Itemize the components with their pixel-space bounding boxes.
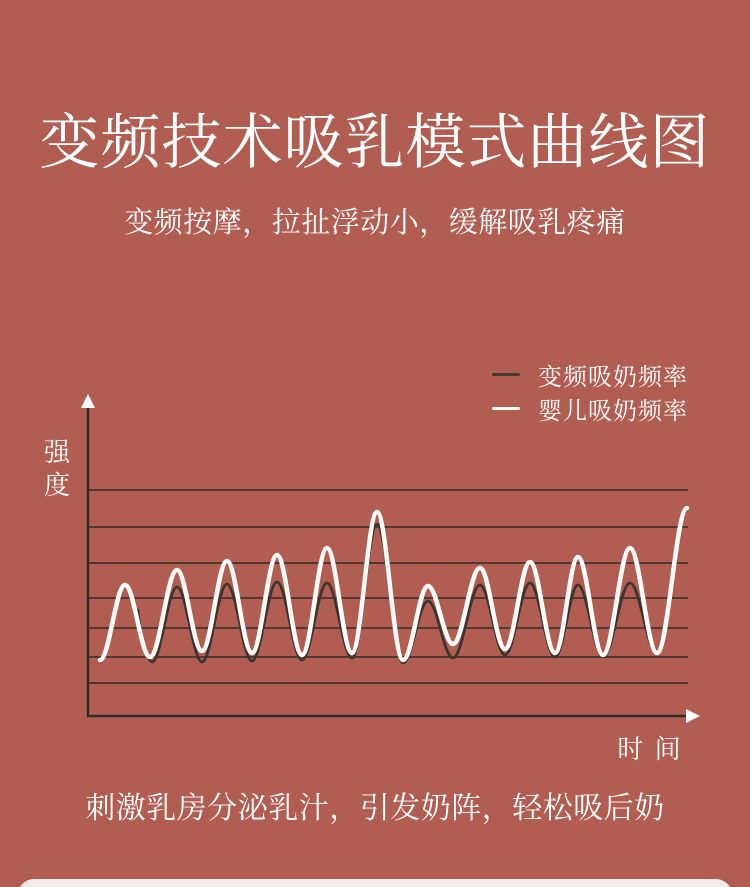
legend-label-baby-frequency: 婴儿吸奶频率 — [538, 398, 688, 425]
legend-item-baby-frequency — [492, 395, 688, 425]
legend-label-pump-frequency: 变频吸奶频率 — [538, 364, 688, 391]
chart-legend — [492, 361, 688, 425]
bottom-card-edge — [18, 879, 732, 887]
page-title: 变频技术吸乳模式曲线图 — [39, 109, 711, 176]
page-subtitle: 变频按摩，拉扯浮动小，缓解吸乳疼痛 — [124, 207, 626, 239]
pump-line-swatch — [492, 373, 520, 376]
x-axis-label: 时 间 — [617, 734, 683, 764]
footer-caption: 刺激乳房分泌乳汁，引发奶阵，轻松吸后奶 — [85, 792, 665, 825]
legend-item-pump-frequency — [492, 361, 688, 391]
y-axis-label: 强度 — [43, 437, 70, 500]
baby-line-swatch — [492, 407, 520, 410]
